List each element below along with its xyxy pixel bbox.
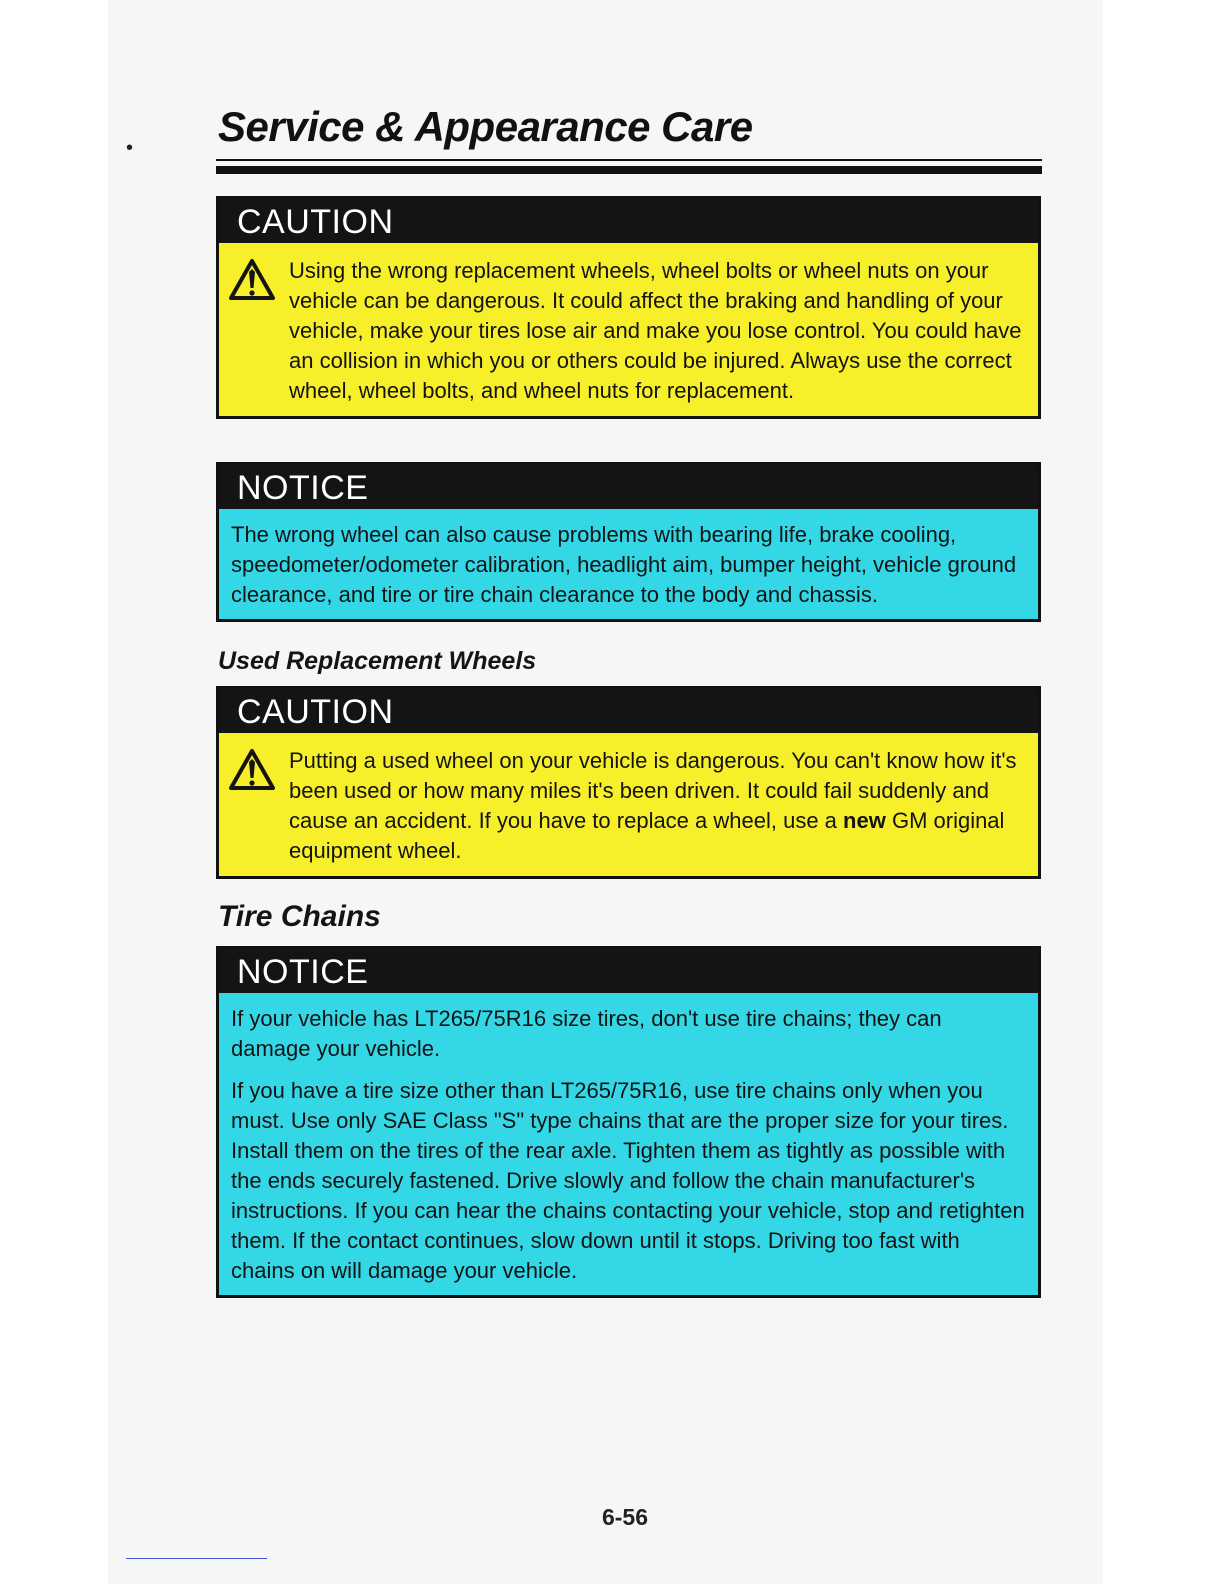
notice-header: NOTICE: [219, 949, 1038, 993]
caution-text-emphasis: new: [843, 808, 886, 833]
notice-paragraph: If you have a tire size other than LT265/75R16, use tire chains only when you must. Use only SAE Class "S" type chains that are the proper size for your tires. Install them on the tires of the rear axle. Tighten them as tightly as possible with the ends securely fastened. Drive slowly and follow the chain manufacturer's instructions. If you can hear the chains contacting your vehicle, stop and retighten them. If the contact continues, slow down until it stops. Driving too fast with chains on will damage your vehicle.: [231, 1078, 1025, 1283]
title-rule-thin: [216, 159, 1042, 161]
caution-text: [289, 746, 1024, 866]
warning-triangle-icon: [229, 258, 275, 300]
heading-tire-chains: Tire Chains: [218, 900, 381, 933]
notice-header: NOTICE: [219, 465, 1038, 509]
caution-box-wrong-wheels: [216, 196, 1041, 419]
notice-box-wrong-wheel: [216, 462, 1041, 622]
notice-body: [219, 509, 1038, 619]
caution-body: [219, 243, 1038, 416]
footer-rule: [126, 1558, 267, 1559]
notice-box-tire-chains: [216, 946, 1041, 1298]
notice-text: The wrong wheel can also cause problems with bearing life, brake cooling, speedometer/odometer calibration, headlight aim, bumper height, vehicle ground clearance, and tire or tire chain clearance to the body and chassis.: [231, 522, 1017, 607]
page-title: Service & Appearance Care: [218, 103, 753, 150]
notice-paragraph: If your vehicle has LT265/75R16 size tires, don't use tire chains; they can damage your vehicle.: [231, 1006, 942, 1061]
title-rule-thick: [216, 166, 1042, 174]
caution-box-used-wheel: [216, 686, 1041, 879]
page-bullet: •: [126, 137, 134, 159]
caution-text-before: Putting a used wheel on your vehicle is dangerous. You can't know how it's been used or how many miles it's been driven. It could fail suddenly and cause an accident. If you have to replace a wheel, use a: [289, 748, 1017, 833]
caution-header: CAUTION: [219, 199, 1038, 243]
caution-header: CAUTION: [219, 689, 1038, 733]
caution-text-after: GM original equipment wheel.: [289, 808, 1005, 863]
warning-triangle-icon: [229, 748, 275, 790]
page-number: 6-56: [601, 1504, 649, 1530]
caution-text: Using the wrong replacement wheels, wheel bolts or wheel nuts on your vehicle can be dangerous. It could affect the braking and handling of your vehicle, make your tires lose air and make you lose control. You could have an collision in which you or others could be injured. Always use the correct wheel, wheel bolts, and wheel nuts for replacement.: [289, 258, 1022, 403]
caution-body: [219, 733, 1038, 876]
notice-body: [219, 993, 1038, 1295]
heading-used-replacement-wheels: Used Replacement Wheels: [218, 647, 537, 675]
